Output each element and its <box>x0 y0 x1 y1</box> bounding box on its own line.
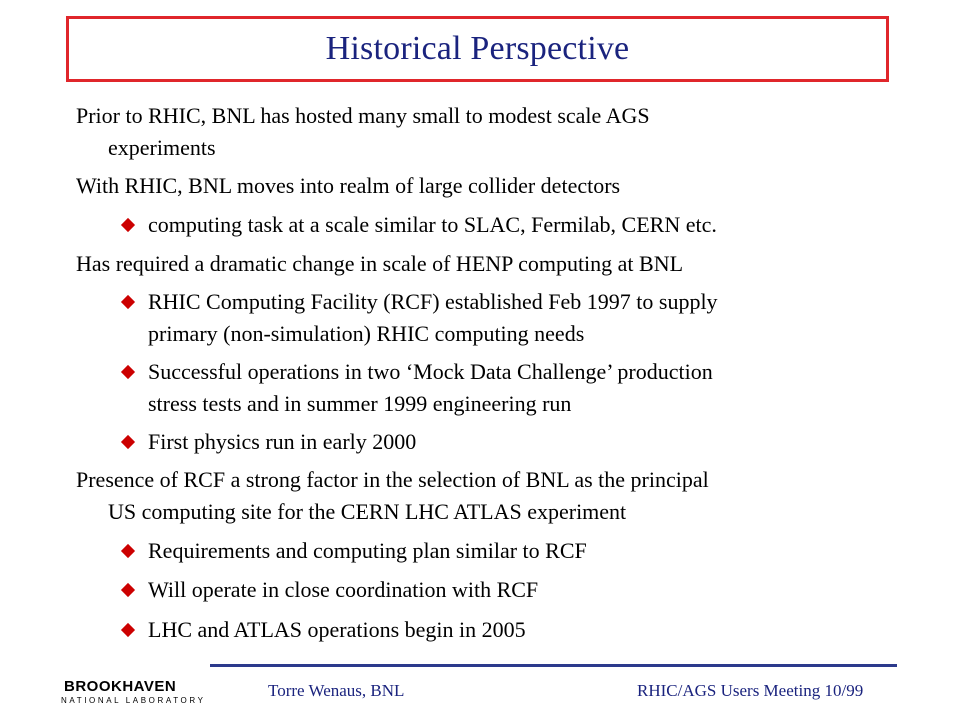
sub-bullet-text: LHC and ATLAS operations begin in 2005 <box>148 617 526 642</box>
sub-bullet-continuation: primary (non-simulation) RHIC computing needs <box>148 321 585 346</box>
diamond-bullet-icon <box>121 583 135 597</box>
sub-bullet-item <box>123 287 718 317</box>
sub-bullet-continuation: stress tests and in summer 1999 engineering run <box>148 391 572 416</box>
sub-bullet-item <box>123 575 538 605</box>
body-line: Presence of RCF a strong factor in the selection of BNL as the principal <box>76 467 709 492</box>
sub-bullet-text: computing task at a scale similar to SLAC, Fermilab, CERN etc. <box>148 212 717 237</box>
sub-bullet-text: Requirements and computing plan similar to RCF <box>148 538 587 563</box>
diamond-bullet-icon <box>121 365 135 379</box>
body-line: With RHIC, BNL moves into realm of large collider detectors <box>76 173 621 198</box>
body-line-continuation: experiments <box>108 135 216 160</box>
logo-subtitle: NATIONAL LABORATORY <box>61 696 206 705</box>
sub-bullet-item <box>123 210 717 240</box>
sub-bullet-item <box>123 536 587 566</box>
sub-bullet-text: Will operate in close coordination with RCF <box>148 577 539 602</box>
footer-divider <box>210 664 897 667</box>
sub-bullet-text: First physics run in early 2000 <box>148 429 417 454</box>
sub-bullet-item <box>123 427 416 457</box>
logo-wordmark: BROOKHAVEN <box>64 678 177 695</box>
diamond-bullet-icon <box>121 544 135 558</box>
footer-author: Torre Wenaus, BNL <box>268 681 405 700</box>
diamond-bullet-icon <box>121 435 135 449</box>
footer-meeting: RHIC/AGS Users Meeting 10/99 <box>637 681 864 700</box>
diamond-bullet-icon <box>121 623 135 637</box>
brookhaven-logo <box>61 678 211 708</box>
sub-bullet-item <box>123 615 526 645</box>
diamond-bullet-icon <box>121 218 135 232</box>
sub-bullet-text: RHIC Computing Facility (RCF) established Feb 1997 to supply <box>148 289 718 314</box>
diamond-bullet-icon <box>121 295 135 309</box>
body-line: Has required a dramatic change in scale of HENP computing at BNL <box>76 251 684 276</box>
sub-bullet-item <box>123 357 713 387</box>
body-line: Prior to RHIC, BNL has hosted many small to modest scale AGS <box>76 103 650 128</box>
sub-bullet-text: Successful operations in two ‘Mock Data Challenge’ production <box>148 359 713 384</box>
body-line-continuation: US computing site for the CERN LHC ATLAS experiment <box>108 499 627 524</box>
slide-title: Historical Perspective <box>325 30 630 67</box>
